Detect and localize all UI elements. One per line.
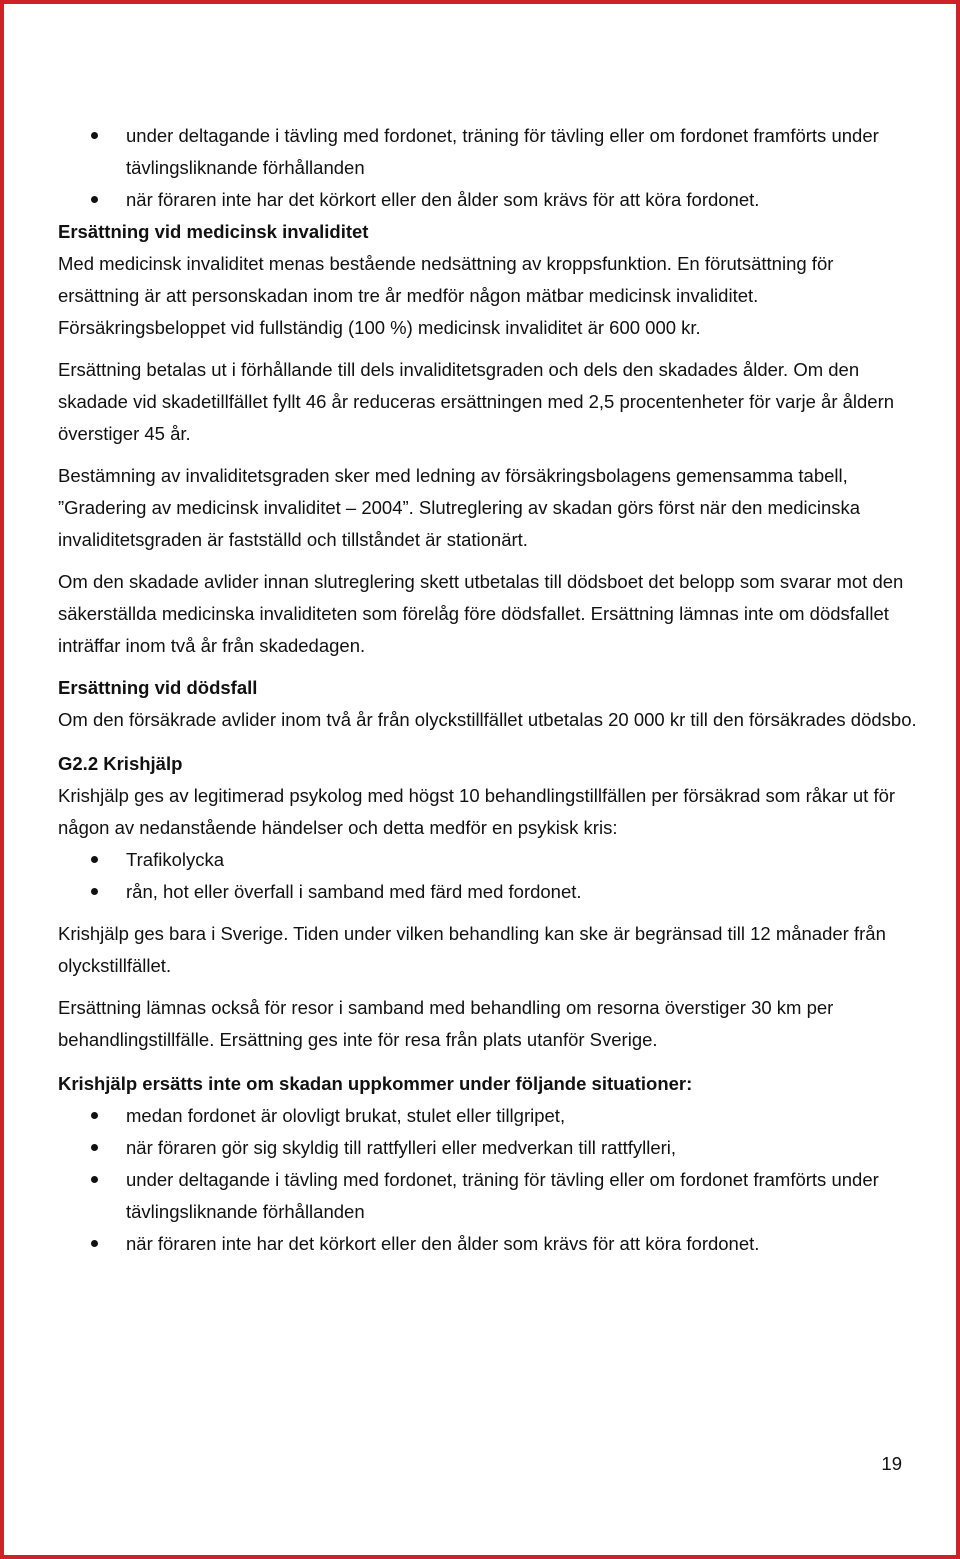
heading-invaliditet: Ersättning vid medicinsk invaliditet [58, 221, 369, 242]
paragraph: Krishjälp ges av legitimerad psykolog med högst 10 behandlingstillfällen per försäkrad som råkar ut för någon av nedanstående händelser och detta medför en psykisk kris: [58, 785, 896, 838]
bullet-list-krishjalp [58, 844, 918, 908]
bullet-dot-icon [91, 132, 98, 139]
paragraph: Bestämning av invaliditetsgraden sker med ledning av försäkringsbolagens gemensamma tabell, ”Gradering av medicinsk invaliditet – 2004”. Slutreglering av skadan görs först när den medicinska invaliditetsgraden är fastställd och tillståndet är stationärt. [58, 465, 861, 550]
bullet-list-top [58, 120, 918, 216]
bullet-dot-icon [91, 1144, 98, 1151]
bullet-list-exclusions [58, 1100, 918, 1260]
paragraph: Krishjälp ges bara i Sverige. Tiden under vilken behandling kan ske är begränsad till 12 månader från olyckstillfället. [58, 923, 886, 976]
list-item: Trafikolycka [58, 844, 918, 876]
bullet-dot-icon [91, 1176, 98, 1183]
heading-exclusions: Krishjälp ersätts inte om skadan uppkommer under följande situationer: [58, 1073, 693, 1094]
list-item: när föraren inte har det körkort eller den ålder som krävs för att köra fordonet. [58, 1228, 918, 1260]
paragraph: Med medicinsk invaliditet menas bestående nedsättning av kroppsfunktion. En förutsättning för ersättning är att personskadan inom tre år medför någon mätbar medicinsk invaliditet. Försäkringsbeloppet vid fullständig (100 %) medicinsk invaliditet är 600 000 kr. [58, 253, 834, 338]
list-item: under deltagande i tävling med fordonet, träning för tävling eller om fordonet framförts under tävlingsliknande förhållanden [58, 120, 918, 184]
list-item: rån, hot eller överfall i samband med färd med fordonet. [58, 876, 918, 908]
heading-dodsfall: Ersättning vid dödsfall [58, 677, 258, 698]
heading-krishjalp: G2.2 Krishjälp [58, 753, 183, 774]
list-item: medan fordonet är olovligt brukat, stulet eller tillgripet, [58, 1100, 918, 1132]
paragraph: Ersättning lämnas också för resor i samband med behandling om resorna överstiger 30 km per behandlingstillfälle. Ersättning ges inte för resa från plats utanför Sverige. [58, 997, 834, 1050]
paragraph: Om den skadade avlider innan slutreglering skett utbetalas till dödsboet det belopp som svarar mot den säkerställda medicinska invaliditeten som förelåg före dödsfallet. Ersättning lämnas inte om dödsfallet inträffar inom två år från skadedagen. [58, 571, 904, 656]
bullet-dot-icon [91, 196, 98, 203]
list-item: när föraren inte har det körkort eller den ålder som krävs för att köra fordonet. [58, 184, 918, 216]
paragraph: Om den försäkrade avlider inom två år från olyckstillfället utbetalas 20 000 kr till den försäkrades dödsbo. [58, 709, 917, 730]
bullet-dot-icon [91, 1240, 98, 1247]
bullet-dot-icon [91, 856, 98, 863]
list-item: när föraren gör sig skyldig till rattfylleri eller medverkan till rattfylleri, [58, 1132, 918, 1164]
document-body [58, 120, 918, 1260]
bullet-dot-icon [91, 888, 98, 895]
bullet-dot-icon [91, 1112, 98, 1119]
paragraph: Ersättning betalas ut i förhållande till dels invaliditetsgraden och dels den skadades ålder. Om den skadade vid skadetillfället fyllt 46 år reduceras ersättningen med 2,5 procentenheter för varje år åldern överstiger 45 år. [58, 359, 895, 444]
page-number: 19 [881, 1453, 902, 1474]
list-item: under deltagande i tävling med fordonet, träning för tävling eller om fordonet framförts under tävlingsliknande förhållanden [58, 1164, 918, 1228]
